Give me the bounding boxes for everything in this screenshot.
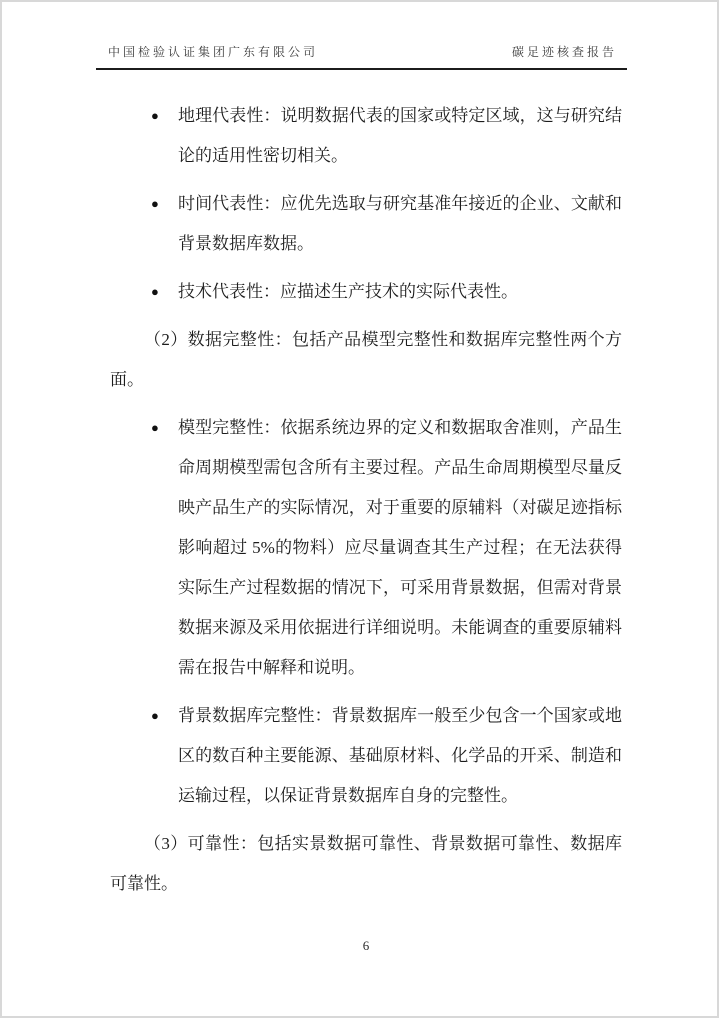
bullet-marker-icon: ● <box>151 196 159 211</box>
bullet-text: 模型完整性：依据系统边界的定义和数据取舍准则，产品生命周期模型需包含所有主要过程。产品生命周期模型尽量反映产品生产的实际情况，对于重要的原辅料（对碳足迹指标影响超过 5%的物料）应尽量调查其生产过程；在无法获得实际生产过程数据的情况下，可采用背景数据，但需对背景数据来源及采用依据进行详细说明。未能调查的重要原辅料需在报告中解释和说明。 <box>178 418 622 677</box>
bullet-marker-icon: ● <box>151 108 159 123</box>
header-report-title: 碳足迹核查报告 <box>511 45 617 59</box>
page-number: 6 <box>362 938 370 953</box>
document-body <box>110 96 622 912</box>
header-company-name: 中国检验认证集团广东有限公司 <box>108 45 319 59</box>
page-header <box>96 44 627 70</box>
bullet-text: 地理代表性：说明数据代表的国家或特定区域，这与研究结论的适用性密切相关。 <box>178 106 622 165</box>
bullet-item <box>151 696 622 816</box>
bullet-item <box>151 408 622 688</box>
paragraph: （2）数据完整性：包括产品模型完整性和数据库完整性两个方面。 <box>110 330 622 389</box>
page-footer <box>110 938 622 954</box>
bullet-marker-icon: ● <box>151 284 159 299</box>
bullet-marker-icon: ● <box>151 420 159 435</box>
bullet-marker-icon: ● <box>151 708 159 723</box>
bullet-text: 技术代表性：应描述生产技术的实际代表性。 <box>178 282 518 301</box>
bullet-item <box>151 272 622 312</box>
bullet-item <box>151 96 622 176</box>
bullet-text: 时间代表性：应优先选取与研究基准年接近的企业、文献和背景数据库数据。 <box>178 194 622 253</box>
paragraph: （3）可靠性：包括实景数据可靠性、背景数据可靠性、数据库可靠性。 <box>110 834 622 893</box>
bullet-item <box>151 184 622 264</box>
bullet-text: 背景数据库完整性：背景数据库一般至少包含一个国家或地区的数百种主要能源、基础原材料、化学品的开采、制造和运输过程，以保证背景数据库自身的完整性。 <box>178 706 622 805</box>
